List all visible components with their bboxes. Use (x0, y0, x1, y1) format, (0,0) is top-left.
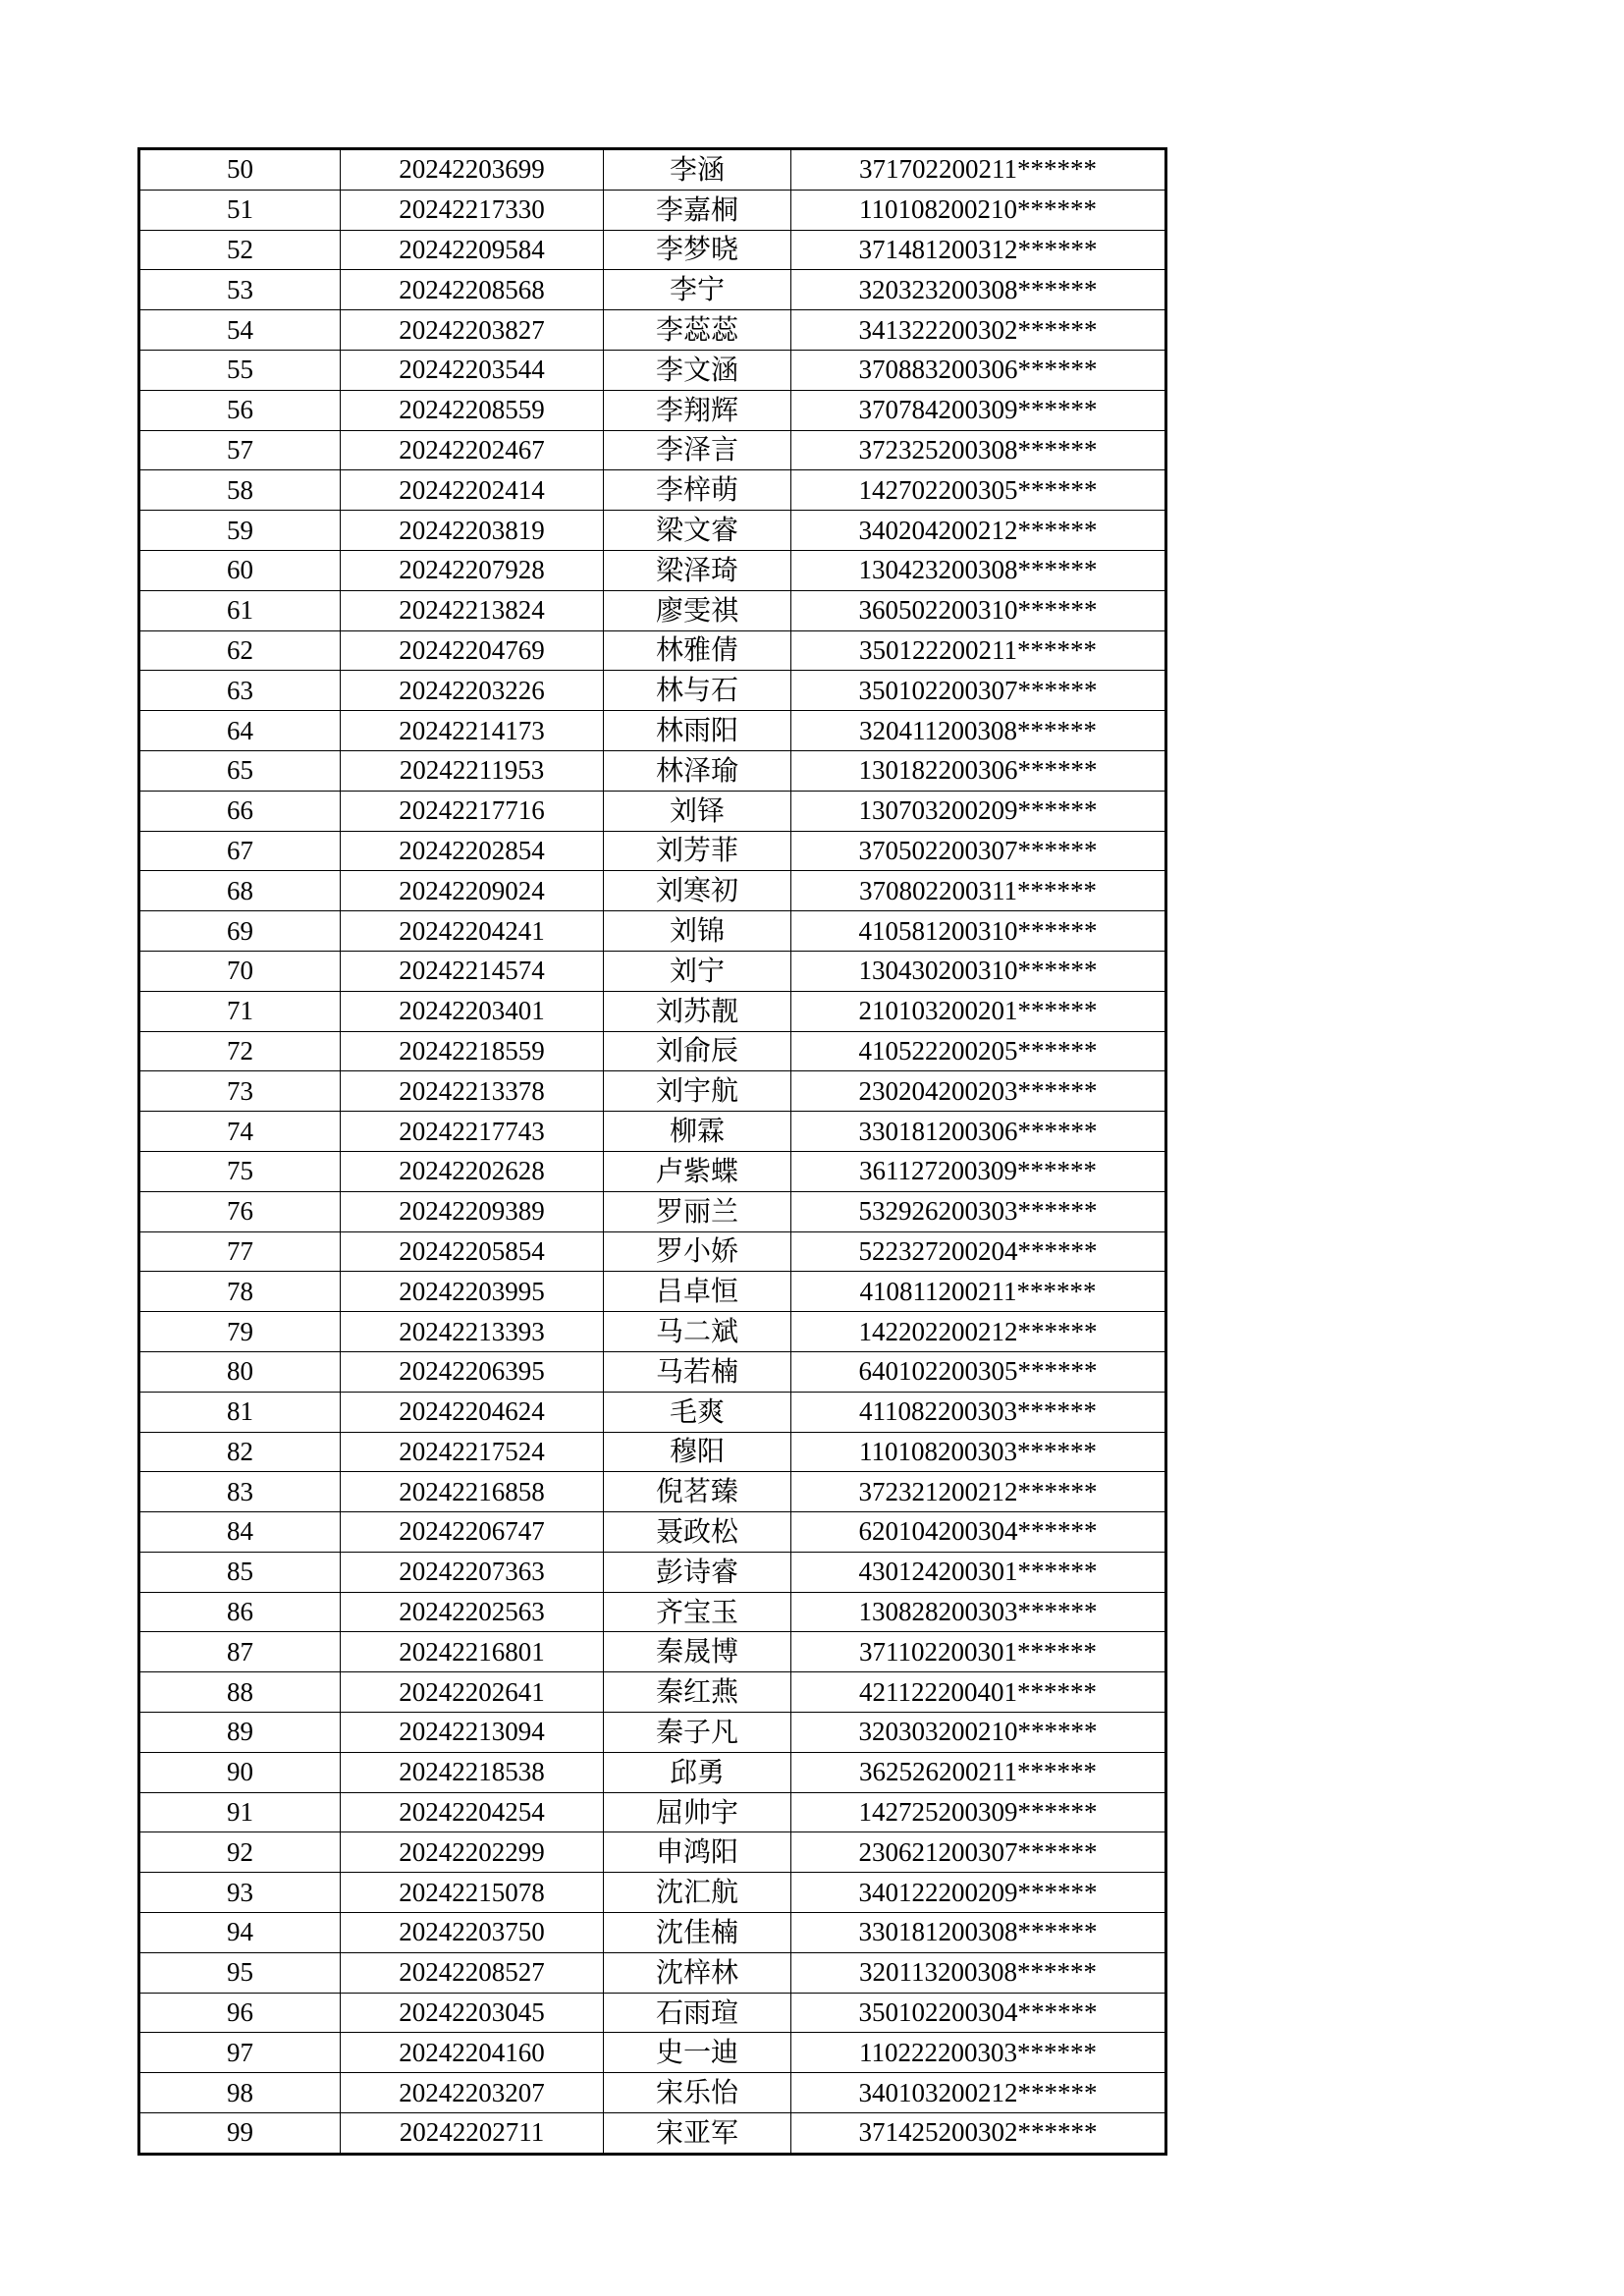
roster-body (139, 149, 1166, 2155)
row-number-cell: 90 (139, 1752, 341, 1792)
student-name-cell: 李涵 (604, 149, 791, 191)
id-number-cell: 370784200309****** (791, 390, 1166, 430)
row-number-cell: 73 (139, 1071, 341, 1112)
student-id-cell: 20242217330 (341, 190, 604, 230)
table-row (139, 1713, 1166, 1753)
row-number-cell: 75 (139, 1151, 341, 1191)
student-id-cell: 20242202628 (341, 1151, 604, 1191)
student-name-cell: 刘锦 (604, 911, 791, 952)
student-name-cell: 李梦晓 (604, 230, 791, 270)
table-row (139, 991, 1166, 1031)
student-name-cell: 吕卓恒 (604, 1272, 791, 1312)
student-name-cell: 秦晟博 (604, 1632, 791, 1672)
student-id-cell: 20242213393 (341, 1312, 604, 1352)
id-number-cell: 360502200310****** (791, 590, 1166, 630)
id-number-cell: 410522200205****** (791, 1031, 1166, 1071)
student-name-cell: 沈汇航 (604, 1873, 791, 1913)
id-number-cell: 330181200308****** (791, 1913, 1166, 1953)
table-row (139, 1112, 1166, 1152)
row-number-cell: 76 (139, 1191, 341, 1231)
student-id-cell: 20242211953 (341, 750, 604, 791)
student-name-cell: 沈梓林 (604, 1952, 791, 1993)
student-name-cell: 林泽瑜 (604, 750, 791, 791)
table-row (139, 1272, 1166, 1312)
student-id-cell: 20242215078 (341, 1873, 604, 1913)
student-id-cell: 20242203995 (341, 1272, 604, 1312)
student-id-cell: 20242217716 (341, 791, 604, 831)
student-name-cell: 罗丽兰 (604, 1191, 791, 1231)
row-number-cell: 85 (139, 1552, 341, 1592)
table-row (139, 190, 1166, 230)
row-number-cell: 65 (139, 750, 341, 791)
row-number-cell: 61 (139, 590, 341, 630)
table-row (139, 1552, 1166, 1592)
table-row (139, 831, 1166, 871)
student-name-cell: 申鸿阳 (604, 1832, 791, 1873)
student-id-cell: 20242202414 (341, 470, 604, 511)
student-id-cell: 20242214574 (341, 951, 604, 991)
student-name-cell: 齐宝玉 (604, 1592, 791, 1632)
table-row (139, 1632, 1166, 1672)
row-number-cell: 72 (139, 1031, 341, 1071)
row-number-cell: 66 (139, 791, 341, 831)
table-row (139, 2113, 1166, 2155)
table-row (139, 911, 1166, 952)
table-row (139, 2073, 1166, 2113)
table-row (139, 1392, 1166, 1432)
student-name-cell: 卢紫蝶 (604, 1151, 791, 1191)
student-id-cell: 20242209389 (341, 1191, 604, 1231)
student-name-cell: 李宁 (604, 270, 791, 310)
student-name-cell: 刘俞辰 (604, 1031, 791, 1071)
id-number-cell: 320113200308****** (791, 1952, 1166, 1993)
id-number-cell: 430124200301****** (791, 1552, 1166, 1592)
student-id-cell: 20242203827 (341, 310, 604, 351)
student-id-cell: 20242218559 (341, 1031, 604, 1071)
id-number-cell: 411082200303****** (791, 1392, 1166, 1432)
id-number-cell: 350102200304****** (791, 1993, 1166, 2033)
id-number-cell: 362526200211****** (791, 1752, 1166, 1792)
student-id-cell: 20242203544 (341, 350, 604, 390)
student-id-cell: 20242216801 (341, 1632, 604, 1672)
row-number-cell: 99 (139, 2113, 341, 2155)
id-number-cell: 532926200303****** (791, 1191, 1166, 1231)
id-number-cell: 110108200303****** (791, 1432, 1166, 1472)
row-number-cell: 86 (139, 1592, 341, 1632)
row-number-cell: 74 (139, 1112, 341, 1152)
row-number-cell: 88 (139, 1672, 341, 1713)
id-number-cell: 110222200303****** (791, 2033, 1166, 2073)
id-number-cell: 522327200204****** (791, 1231, 1166, 1272)
id-number-cell: 130828200303****** (791, 1592, 1166, 1632)
student-name-cell: 史一迪 (604, 2033, 791, 2073)
row-number-cell: 89 (139, 1713, 341, 1753)
row-number-cell: 93 (139, 1873, 341, 1913)
table-row (139, 630, 1166, 671)
row-number-cell: 68 (139, 871, 341, 911)
row-number-cell: 77 (139, 1231, 341, 1272)
student-id-cell: 20242203226 (341, 671, 604, 711)
table-row (139, 871, 1166, 911)
student-name-cell: 廖雯祺 (604, 590, 791, 630)
id-number-cell: 130430200310****** (791, 951, 1166, 991)
table-row (139, 1312, 1166, 1352)
id-number-cell: 410811200211****** (791, 1272, 1166, 1312)
table-row (139, 1952, 1166, 1993)
student-id-cell: 20242207928 (341, 550, 604, 590)
row-number-cell: 79 (139, 1312, 341, 1352)
student-name-cell: 林雨阳 (604, 711, 791, 751)
id-number-cell: 142702200305****** (791, 470, 1166, 511)
table-row (139, 1592, 1166, 1632)
student-id-cell: 20242204769 (341, 630, 604, 671)
student-name-cell: 柳霖 (604, 1112, 791, 1152)
student-roster-table (137, 147, 1167, 2156)
student-id-cell: 20242214173 (341, 711, 604, 751)
student-name-cell: 李嘉桐 (604, 190, 791, 230)
table-row (139, 310, 1166, 351)
student-name-cell: 李梓萌 (604, 470, 791, 511)
table-row (139, 1031, 1166, 1071)
id-number-cell: 361127200309****** (791, 1151, 1166, 1191)
student-id-cell: 20242208559 (341, 390, 604, 430)
row-number-cell: 51 (139, 190, 341, 230)
row-number-cell: 70 (139, 951, 341, 991)
student-name-cell: 刘宁 (604, 951, 791, 991)
id-number-cell: 340122200209****** (791, 1873, 1166, 1913)
table-row (139, 590, 1166, 630)
student-id-cell: 20242209584 (341, 230, 604, 270)
student-name-cell: 刘芳菲 (604, 831, 791, 871)
student-name-cell: 穆阳 (604, 1432, 791, 1472)
id-number-cell: 370883200306****** (791, 350, 1166, 390)
row-number-cell: 95 (139, 1952, 341, 1993)
student-name-cell: 刘寒初 (604, 871, 791, 911)
table-row (139, 1071, 1166, 1112)
student-id-cell: 20242213378 (341, 1071, 604, 1112)
id-number-cell: 370802200311****** (791, 871, 1166, 911)
id-number-cell: 350122200211****** (791, 630, 1166, 671)
row-number-cell: 98 (139, 2073, 341, 2113)
student-name-cell: 梁文睿 (604, 511, 791, 551)
id-number-cell: 130182200306****** (791, 750, 1166, 791)
student-name-cell: 毛爽 (604, 1392, 791, 1432)
row-number-cell: 54 (139, 310, 341, 351)
student-id-cell: 20242217743 (341, 1112, 604, 1152)
table-row (139, 750, 1166, 791)
id-number-cell: 371702200211****** (791, 149, 1166, 191)
table-row (139, 550, 1166, 590)
row-number-cell: 53 (139, 270, 341, 310)
table-row (139, 1873, 1166, 1913)
student-id-cell: 20242204160 (341, 2033, 604, 2073)
id-number-cell: 410581200310****** (791, 911, 1166, 952)
row-number-cell: 58 (139, 470, 341, 511)
row-number-cell: 87 (139, 1632, 341, 1672)
row-number-cell: 96 (139, 1993, 341, 2033)
table-row (139, 430, 1166, 470)
student-id-cell: 20242202563 (341, 1592, 604, 1632)
id-number-cell: 341322200302****** (791, 310, 1166, 351)
student-name-cell: 邱勇 (604, 1752, 791, 1792)
student-name-cell: 宋乐怡 (604, 2073, 791, 2113)
student-id-cell: 20242217524 (341, 1432, 604, 1472)
id-number-cell: 320411200308****** (791, 711, 1166, 751)
table-row (139, 1913, 1166, 1953)
table-row (139, 270, 1166, 310)
student-id-cell: 20242209024 (341, 871, 604, 911)
student-name-cell: 沈佳楠 (604, 1913, 791, 1953)
student-id-cell: 20242202711 (341, 2113, 604, 2155)
student-name-cell: 倪茗臻 (604, 1472, 791, 1512)
student-name-cell: 林雅倩 (604, 630, 791, 671)
student-id-cell: 20242203207 (341, 2073, 604, 2113)
id-number-cell: 371481200312****** (791, 230, 1166, 270)
id-number-cell: 340103200212****** (791, 2073, 1166, 2113)
student-name-cell: 屈帅宇 (604, 1792, 791, 1832)
student-name-cell: 梁泽琦 (604, 550, 791, 590)
row-number-cell: 84 (139, 1512, 341, 1553)
table-row (139, 1472, 1166, 1512)
student-id-cell: 20242204254 (341, 1792, 604, 1832)
student-id-cell: 20242213824 (341, 590, 604, 630)
table-row (139, 1351, 1166, 1392)
id-number-cell: 130703200209****** (791, 791, 1166, 831)
student-id-cell: 20242208568 (341, 270, 604, 310)
table-row (139, 791, 1166, 831)
student-id-cell: 20242203819 (341, 511, 604, 551)
row-number-cell: 63 (139, 671, 341, 711)
id-number-cell: 371425200302****** (791, 2113, 1166, 2155)
student-name-cell: 马若楠 (604, 1351, 791, 1392)
table-row (139, 951, 1166, 991)
student-id-cell: 20242202299 (341, 1832, 604, 1873)
row-number-cell: 83 (139, 1472, 341, 1512)
row-number-cell: 91 (139, 1792, 341, 1832)
student-name-cell: 秦红燕 (604, 1672, 791, 1713)
table-row (139, 1832, 1166, 1873)
row-number-cell: 71 (139, 991, 341, 1031)
table-row (139, 1432, 1166, 1472)
row-number-cell: 67 (139, 831, 341, 871)
row-number-cell: 62 (139, 630, 341, 671)
table-row (139, 1191, 1166, 1231)
table-row (139, 511, 1166, 551)
table-row (139, 1792, 1166, 1832)
table-row (139, 230, 1166, 270)
table-row (139, 350, 1166, 390)
student-name-cell: 聂政松 (604, 1512, 791, 1553)
id-number-cell: 340204200212****** (791, 511, 1166, 551)
row-number-cell: 69 (139, 911, 341, 952)
table-row (139, 2033, 1166, 2073)
table-row (139, 1752, 1166, 1792)
id-number-cell: 210103200201****** (791, 991, 1166, 1031)
student-id-cell: 20242213094 (341, 1713, 604, 1753)
table-row (139, 1993, 1166, 2033)
table-row (139, 390, 1166, 430)
row-number-cell: 60 (139, 550, 341, 590)
id-number-cell: 110108200210****** (791, 190, 1166, 230)
student-name-cell: 李蕊蕊 (604, 310, 791, 351)
table-row (139, 1512, 1166, 1553)
student-id-cell: 20242203401 (341, 991, 604, 1031)
student-name-cell: 秦子凡 (604, 1713, 791, 1753)
row-number-cell: 57 (139, 430, 341, 470)
id-number-cell: 620104200304****** (791, 1512, 1166, 1553)
row-number-cell: 64 (139, 711, 341, 751)
id-number-cell: 130423200308****** (791, 550, 1166, 590)
student-id-cell: 20242204624 (341, 1392, 604, 1432)
row-number-cell: 80 (139, 1351, 341, 1392)
student-id-cell: 20242206395 (341, 1351, 604, 1392)
id-number-cell: 370502200307****** (791, 831, 1166, 871)
student-name-cell: 石雨瑄 (604, 1993, 791, 2033)
student-name-cell: 彭诗睿 (604, 1552, 791, 1592)
student-name-cell: 宋亚军 (604, 2113, 791, 2155)
table-row (139, 1672, 1166, 1713)
row-number-cell: 78 (139, 1272, 341, 1312)
table-row (139, 711, 1166, 751)
student-name-cell: 马二斌 (604, 1312, 791, 1352)
student-id-cell: 20242218538 (341, 1752, 604, 1792)
id-number-cell: 330181200306****** (791, 1112, 1166, 1152)
id-number-cell: 372321200212****** (791, 1472, 1166, 1512)
row-number-cell: 97 (139, 2033, 341, 2073)
id-number-cell: 320303200210****** (791, 1713, 1166, 1753)
student-name-cell: 刘铎 (604, 791, 791, 831)
id-number-cell: 350102200307****** (791, 671, 1166, 711)
student-id-cell: 20242207363 (341, 1552, 604, 1592)
student-name-cell: 李泽言 (604, 430, 791, 470)
student-id-cell: 20242204241 (341, 911, 604, 952)
table-row (139, 149, 1166, 191)
student-id-cell: 20242203750 (341, 1913, 604, 1953)
id-number-cell: 230621200307****** (791, 1832, 1166, 1873)
student-id-cell: 20242202641 (341, 1672, 604, 1713)
student-id-cell: 20242203699 (341, 149, 604, 191)
id-number-cell: 142202200212****** (791, 1312, 1166, 1352)
id-number-cell: 640102200305****** (791, 1351, 1166, 1392)
table-row (139, 470, 1166, 511)
row-number-cell: 55 (139, 350, 341, 390)
student-name-cell: 刘苏靓 (604, 991, 791, 1031)
student-id-cell: 20242216858 (341, 1472, 604, 1512)
id-number-cell: 421122200401****** (791, 1672, 1166, 1713)
student-id-cell: 20242206747 (341, 1512, 604, 1553)
table-row (139, 671, 1166, 711)
table-row (139, 1231, 1166, 1272)
row-number-cell: 56 (139, 390, 341, 430)
table-row (139, 1151, 1166, 1191)
student-id-cell: 20242205854 (341, 1231, 604, 1272)
row-number-cell: 82 (139, 1432, 341, 1472)
student-name-cell: 罗小娇 (604, 1231, 791, 1272)
row-number-cell: 59 (139, 511, 341, 551)
id-number-cell: 371102200301****** (791, 1632, 1166, 1672)
id-number-cell: 372325200308****** (791, 430, 1166, 470)
student-id-cell: 20242208527 (341, 1952, 604, 1993)
row-number-cell: 92 (139, 1832, 341, 1873)
id-number-cell: 320323200308****** (791, 270, 1166, 310)
student-id-cell: 20242202467 (341, 430, 604, 470)
student-name-cell: 刘宇航 (604, 1071, 791, 1112)
student-name-cell: 李文涵 (604, 350, 791, 390)
id-number-cell: 230204200203****** (791, 1071, 1166, 1112)
id-number-cell: 142725200309****** (791, 1792, 1166, 1832)
row-number-cell: 81 (139, 1392, 341, 1432)
student-id-cell: 20242203045 (341, 1993, 604, 2033)
row-number-cell: 52 (139, 230, 341, 270)
row-number-cell: 50 (139, 149, 341, 191)
row-number-cell: 94 (139, 1913, 341, 1953)
student-name-cell: 李翔辉 (604, 390, 791, 430)
student-id-cell: 20242202854 (341, 831, 604, 871)
student-name-cell: 林与石 (604, 671, 791, 711)
